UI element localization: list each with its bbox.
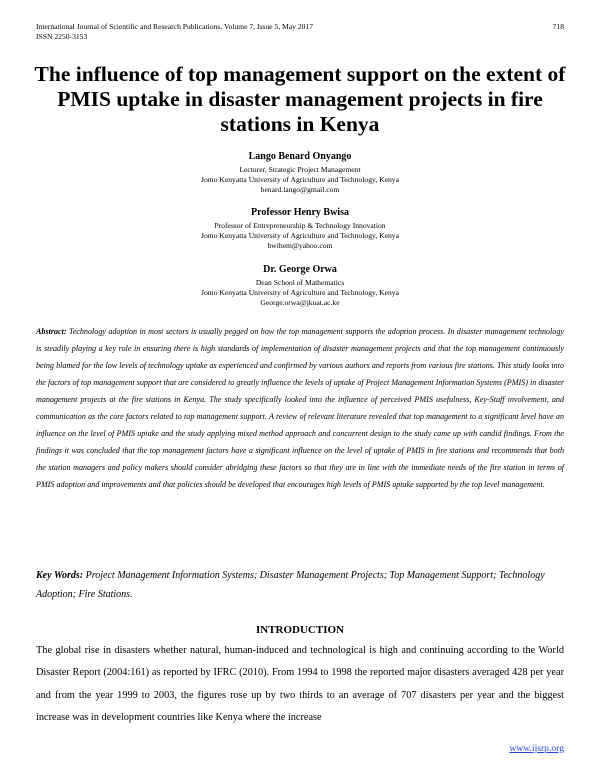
introduction-heading: INTRODUCTION	[255, 624, 344, 636]
journal-header	[36, 22, 313, 42]
abstract	[36, 324, 564, 494]
author-block-3	[0, 263, 600, 308]
author-email: George.orwa@jkuat.ac.ke	[260, 298, 340, 307]
keywords-text: Project Management Information Systems; Disaster Management Projects; Top Management Support; Technology Adoption; Fire Stations.	[36, 570, 545, 600]
author-name: Lango Benard Onyango	[248, 151, 352, 162]
journal-website-link[interactable]: www.ijsrp.org	[509, 743, 564, 754]
abstract-label: Abstract:	[36, 327, 67, 336]
author-affiliation: Jomo Kenyatta University of Agriculture and Technology, Kenya	[201, 175, 399, 184]
author-email: benard.lango@gmail.com	[260, 185, 340, 194]
author-block-1	[0, 150, 600, 195]
author-role: Dean School of Mathematics	[255, 278, 345, 287]
abstract-text: Technology adoption in most sectors is usually pegged on how the top management supports the adoption process. In disaster management technology is steadily playing a key role in ensuring there is high standards of implementation of disaster management projects and that the top management continuously being blamed for the low levels of technology uptake as experienced and confirmed by various authors and reports from various fire stations. This study looks into the factors of top management support that are considered to greatly influence the levels of uptake of Project Management Information Systems (PMIS) in disaster management projects at the fire stations in Kenya. The study specifically looked into the influence of perceived PMIS usefulness, Key-Staff involvement, and communication as the core factors related to top management support. A review of relevant literature revealed that top management to a significant level have an influence on the level of PMIS uptake and the study applying mixed method approach and concurrent design to the study came up with candid findings. From the findings it was concluded that the top management factors have a significant influence on the level of uptake of PMIS in fire stations and recommends that both the station managers and policy makers should consider abridging these factors so that they are in line with the immediate needs of the fire station in terms of PMIS adoption and improvements and that policies should be developed that encourages high levels of PMIS uptake supported by the top level management.	[36, 327, 564, 489]
author-role: Professor of Entrepreneurship & Technology Innovation	[214, 221, 386, 230]
author-affiliation: Jomo Kenyatta University of Agriculture and Technology, Kenya	[201, 288, 399, 297]
author-name: Professor Henry Bwisa	[251, 207, 349, 218]
introduction-text: The global rise in disasters whether natural, human-induced and technological is high and continuing according to the World Disaster Report (2004:161) as reported by IFRC (2010). From 1994 to 1998 the reported major disasters averaged 428 per year and from the year 1999 to 2003, the figures rose up by two thirds to an average of 707 disasters per year and the biggest increase was in development countries like Kenya where the increase	[36, 645, 564, 724]
keywords-label: Key Words:	[36, 570, 84, 581]
author-block-2	[0, 206, 600, 251]
issn: ISSN 2250-3153	[36, 32, 88, 41]
author-role: Lecturer, Strategic Project Management	[239, 165, 361, 174]
paper-title: The influence of top management support on the extent of PMIS uptake in disaster management projects in fire stations in Kenya	[34, 62, 566, 136]
author-name: Dr. George Orwa	[263, 264, 337, 275]
keywords	[36, 566, 564, 604]
page-number: 718	[552, 22, 564, 31]
author-affiliation: Jomo Kenyatta University of Agriculture and Technology, Kenya	[201, 231, 399, 240]
author-email: bwihem@yahoo.com	[267, 241, 333, 250]
journal-citation: International Journal of Scientific and Research Publications, Volume 7, Issue 5, May 2017	[36, 22, 314, 31]
